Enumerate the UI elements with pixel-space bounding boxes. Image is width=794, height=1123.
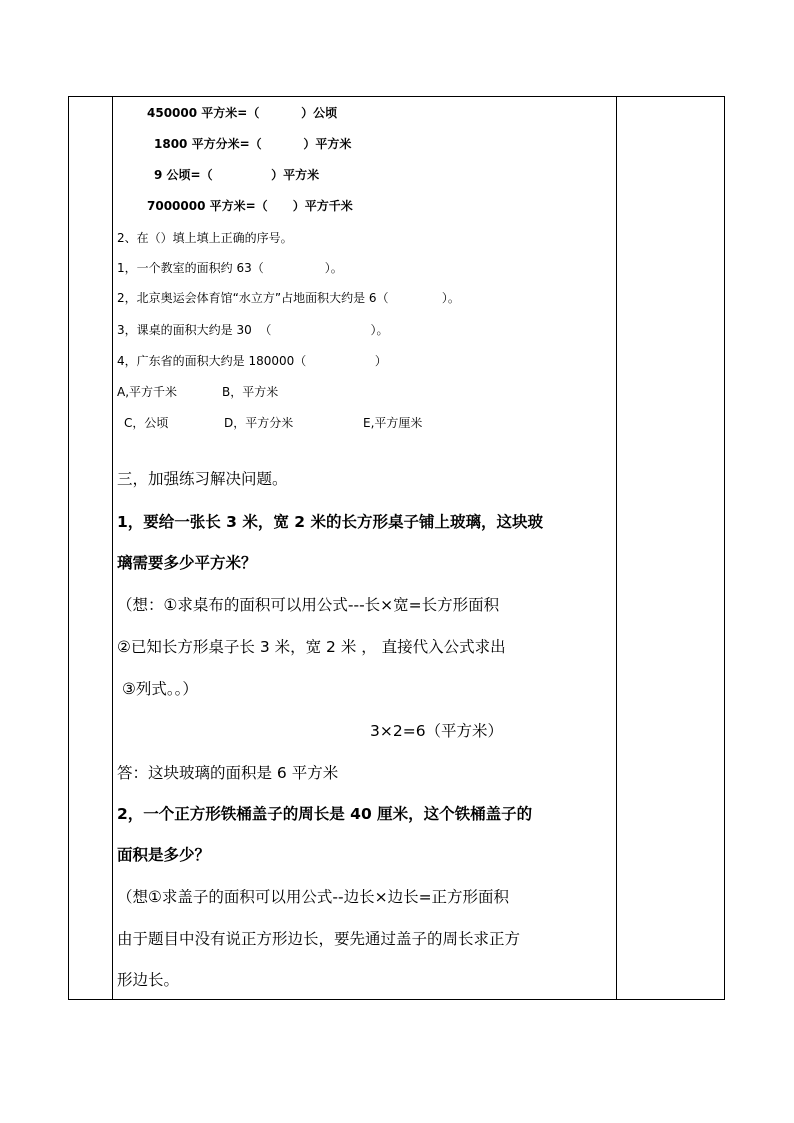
q1-answer: 答：这块玻璃的面积是 6 平方米 <box>117 764 339 782</box>
q2-line-1: 2，一个正方形铁桶盖子的周长是 40 厘米，这个铁桶盖子的 <box>117 805 533 823</box>
q1-hint-1: （想：①求桌布的面积可以用公式---长×宽=长方形面积 <box>117 596 500 614</box>
q1-hint-2: ②已知长方形桌子长 3 米，宽 2 米 ， 直接代入公式求出 <box>117 638 506 656</box>
section2-item-4: 4，广东省的面积大约是 180000（ ） <box>117 354 387 368</box>
option-c: C，公顷 <box>124 416 169 430</box>
q1-formula: 3×2=6（平方米） <box>370 722 504 740</box>
section2-item-3: 3，课桌的面积大约是 30 （ ）。 <box>117 323 389 337</box>
q2-hint-3: 形边长。 <box>117 971 180 989</box>
option-a: A,平方千米 <box>117 385 178 399</box>
q1-line-2: 璃需要多少平方米？ <box>117 554 257 572</box>
option-d: D，平方分米 <box>224 416 294 430</box>
option-e: E,平方厘米 <box>363 416 423 430</box>
left-column-divider <box>112 97 113 999</box>
option-b: B，平方米 <box>222 385 279 399</box>
q2-hint-2: 由于题目中没有说正方形边长，要先通过盖子的周长求正方 <box>117 930 521 948</box>
conversion-3: 9 公顷=（ ）平方米 <box>154 168 320 182</box>
right-column-divider <box>616 97 617 999</box>
section3-heading: 三，加强练习解决问题。 <box>117 470 288 488</box>
section2-item-1: 1，一个教室的面积约 63（ ）。 <box>117 261 343 275</box>
section2-item-2: 2，北京奥运会体育馆“水立方”占地面积大约是 6（ ）。 <box>117 291 460 305</box>
q2-line-2: 面积是多少？ <box>117 846 211 864</box>
section2-heading: 2、在（）填上填上正确的序号。 <box>117 231 293 245</box>
conversion-4: 7000000 平方米=（ ）平方千米 <box>147 199 353 213</box>
q2-hint-1: （想①求盖子的面积可以用公式--边长×边长=正方形面积 <box>117 888 510 906</box>
q1-line-1: 1，要给一张长 3 米，宽 2 米的长方形桌子铺上玻璃，这块玻 <box>117 513 543 531</box>
conversion-2: 1800 平方分米=（ ）平方米 <box>154 137 352 151</box>
conversion-1: 450000 平方米=（ ）公顷 <box>147 106 338 120</box>
q1-hint-3: ③列式。。） <box>122 680 198 698</box>
